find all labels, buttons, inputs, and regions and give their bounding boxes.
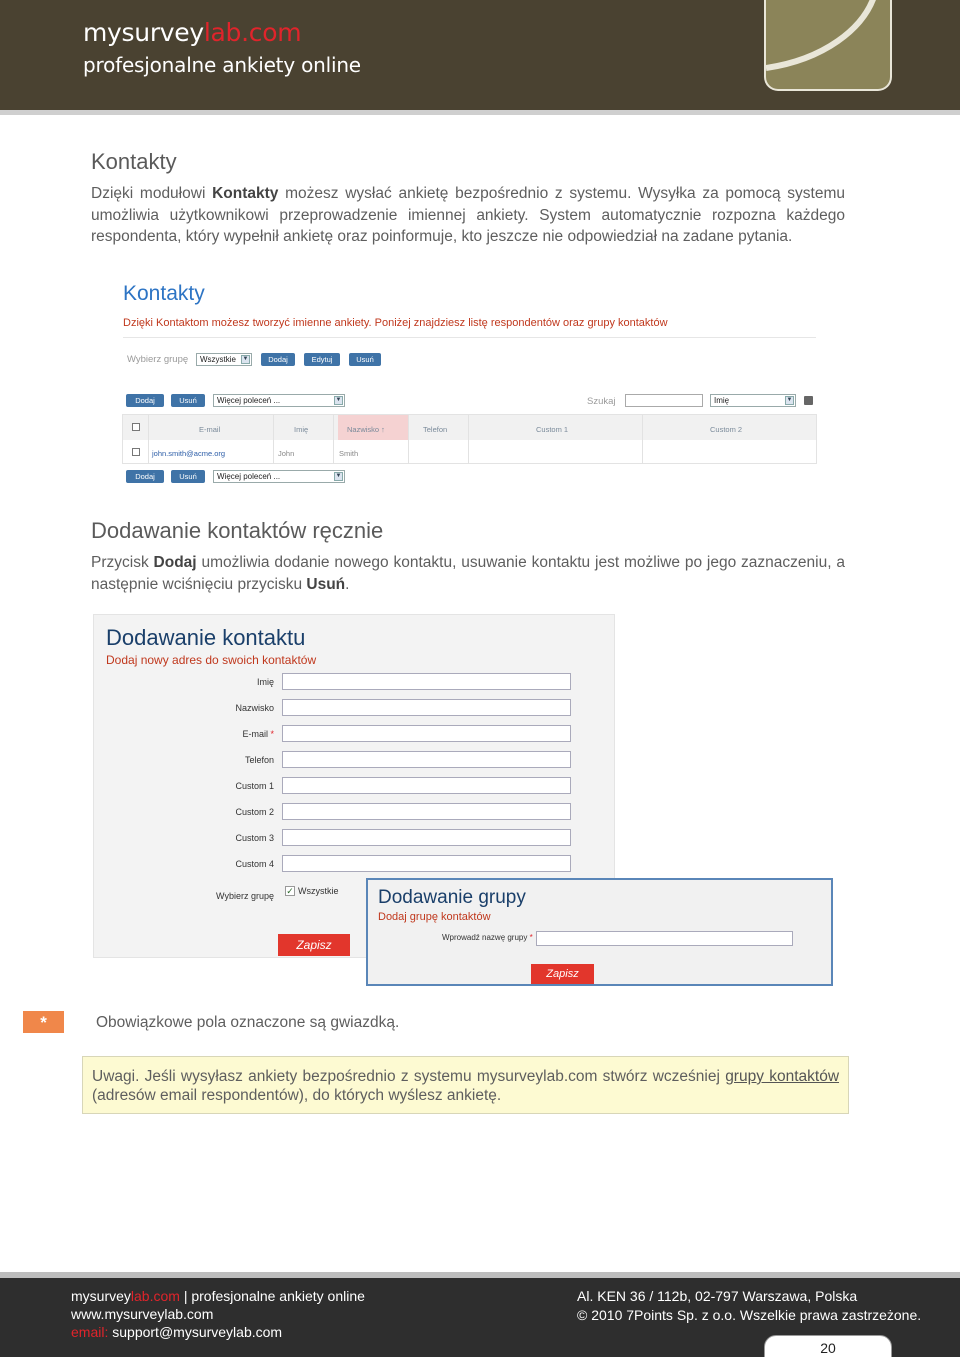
field-label-custom-1: Custom 1 (235, 781, 274, 791)
field-label-email: E-mail * (242, 729, 274, 739)
more-actions-select[interactable]: Więcej poleceń ... ▼ (213, 394, 345, 407)
contacts-title: Kontakty (123, 282, 205, 305)
page-header (0, 0, 960, 110)
contact-groups-link[interactable]: grupy kontaktów (725, 1068, 840, 1085)
group-label: Wybierz grupę (127, 354, 189, 365)
column-header-email[interactable]: E-mail (199, 425, 221, 434)
calendar-icon[interactable] (804, 396, 813, 405)
search-label: Szukaj (587, 396, 616, 407)
footer-copyright: © 2010 7Points Sp. z o.o. Wszelkie prawa zastrzeżone. (577, 1307, 922, 1323)
footer-address: Al. KEN 36 / 112b, 02-797 Warszawa, Polska (577, 1288, 858, 1304)
footer-brand: mysurveylab.com | profesjonalne ankiety online (71, 1288, 365, 1304)
email-input[interactable] (282, 725, 571, 742)
field-label-phone: Telefon (244, 755, 274, 765)
column-header-first-name[interactable]: Imię (294, 425, 309, 434)
delete-contact-button-bottom[interactable]: Usuń (171, 470, 205, 483)
add-contact-button[interactable]: Dodaj (126, 394, 164, 407)
group-add-button[interactable]: Dodaj (261, 353, 295, 366)
section-heading-manual: Dodawanie kontaktów ręcznie (91, 518, 384, 543)
custom-4-input[interactable] (282, 855, 571, 872)
save-group-button[interactable]: Zapisz (531, 964, 594, 984)
group-delete-button[interactable]: Usuń (349, 353, 381, 366)
field-label-custom-4: Custom 4 (235, 859, 274, 869)
save-contact-button[interactable]: Zapisz (278, 934, 350, 956)
add-group-subtitle: Dodaj grupę kontaktów (378, 911, 491, 923)
required-star: * (529, 933, 533, 942)
add-contact-subtitle: Dodaj nowy adres do swoich kontaktów (106, 653, 317, 667)
contacts-screenshot (118, 280, 818, 490)
manual-paragraph: Przycisk Dodaj umożliwia dodanie nowego kontaktu, usuwanie kontaktu jest możliwe po jego zaznaczeniu, a następnie wciśnięciu przycisku Usuń. (91, 554, 845, 593)
custom-1-input[interactable] (282, 777, 571, 794)
first-name-input[interactable] (282, 673, 571, 690)
group-all-checkbox[interactable] (285, 886, 295, 896)
section-heading-kontakty: Kontakty (91, 149, 177, 174)
contacts-divider (123, 337, 816, 338)
chevron-down-icon: ▼ (335, 397, 342, 403)
row-email[interactable]: john.smith@acme.org (152, 449, 226, 458)
arc-decoration-icon (766, 0, 892, 91)
column-header-custom-2[interactable]: Custom 2 (710, 425, 743, 434)
row-first-name: John (278, 449, 295, 458)
group-name-label: Wprowadź nazwę grupy * (442, 933, 533, 942)
page-number: 20 (764, 1335, 892, 1357)
column-header-custom-1[interactable]: Custom 1 (536, 425, 569, 434)
group-select[interactable]: Wszystkie ▼ (196, 353, 252, 366)
add-group-screenshot (366, 878, 833, 986)
more-actions-select-bottom[interactable]: Więcej poleceń ... ▼ (213, 470, 345, 483)
kontakty-intro: Dzięki modułowi Kontakty możesz wysłać ankietę bezpośrednio z systemu. Wysyłka za pomocą systemu umożliwia użytkownikowi przeprowadzenie imiennej ankiety. System automatycznie rozpozna każdego respondenta, który wypełnił ankietę oraz poinformuje, kto jeszcze nie odpowiedział na zadane pytania. (91, 185, 845, 245)
header-divider (0, 110, 960, 115)
group-all-label: Wszystkie (298, 886, 339, 896)
field-label-custom-2: Custom 2 (235, 807, 274, 817)
field-label-group: Wybierz grupę (216, 891, 274, 901)
search-input[interactable] (625, 394, 703, 407)
add-contact-title: Dodawanie kontaktu (106, 625, 306, 650)
column-header-phone[interactable]: Telefon (423, 425, 448, 434)
group-edit-button[interactable]: Edytuj (304, 353, 340, 366)
contacts-description: Dzięki Kontaktom możesz tworzyć imienne ankiety. Poniżej znajdziesz listę respondentów oraz grupy kontaktów (123, 317, 668, 329)
field-label-last-name: Nazwisko (235, 703, 274, 713)
checkmark-icon: ✓ (286, 886, 294, 896)
required-fields-note: Obowiązkowe pola oznaczone są gwiazdką. (96, 1014, 400, 1031)
add-contact-button-bottom[interactable]: Dodaj (126, 470, 164, 483)
custom-3-input[interactable] (282, 829, 571, 846)
footer-email[interactable]: email: support@mysurveylab.com (71, 1324, 283, 1340)
column-header-last-name[interactable]: Nazwisko ↑ (347, 425, 385, 434)
footer-website[interactable]: www.mysurveylab.com (71, 1306, 214, 1322)
select-all-checkbox[interactable] (132, 423, 140, 431)
search-field-select[interactable]: Imię ▼ (710, 394, 796, 407)
field-label-first-name: Imię (256, 677, 274, 687)
row-checkbox[interactable] (132, 448, 140, 456)
required-star-badge: * (23, 1011, 64, 1033)
required-star: * (270, 729, 274, 739)
contacts-table (122, 414, 817, 464)
last-name-input[interactable] (282, 699, 571, 716)
chevron-down-icon: ▼ (242, 356, 249, 362)
decorative-tab (764, 0, 892, 91)
field-label-custom-3: Custom 3 (235, 833, 274, 843)
brand-logo: mysurveylab.com (83, 18, 302, 47)
chevron-down-icon: ▼ (786, 397, 793, 403)
delete-contact-button[interactable]: Usuń (171, 394, 205, 407)
brand-tagline: profesjonalne ankiety online (83, 53, 361, 77)
warning-box: Uwagi. Jeśli wysyłasz ankiety bezpośrednio z systemu mysurveylab.com stwórz wcześniej grupy kontaktów (adresów email respondentów), do których wyślesz ankietę. (82, 1056, 849, 1114)
custom-2-input[interactable] (282, 803, 571, 820)
add-group-title: Dodawanie grupy (378, 887, 526, 908)
phone-input[interactable] (282, 751, 571, 768)
group-name-input[interactable] (536, 931, 793, 946)
chevron-down-icon: ▼ (335, 473, 342, 479)
row-last-name: Smith (339, 449, 359, 458)
